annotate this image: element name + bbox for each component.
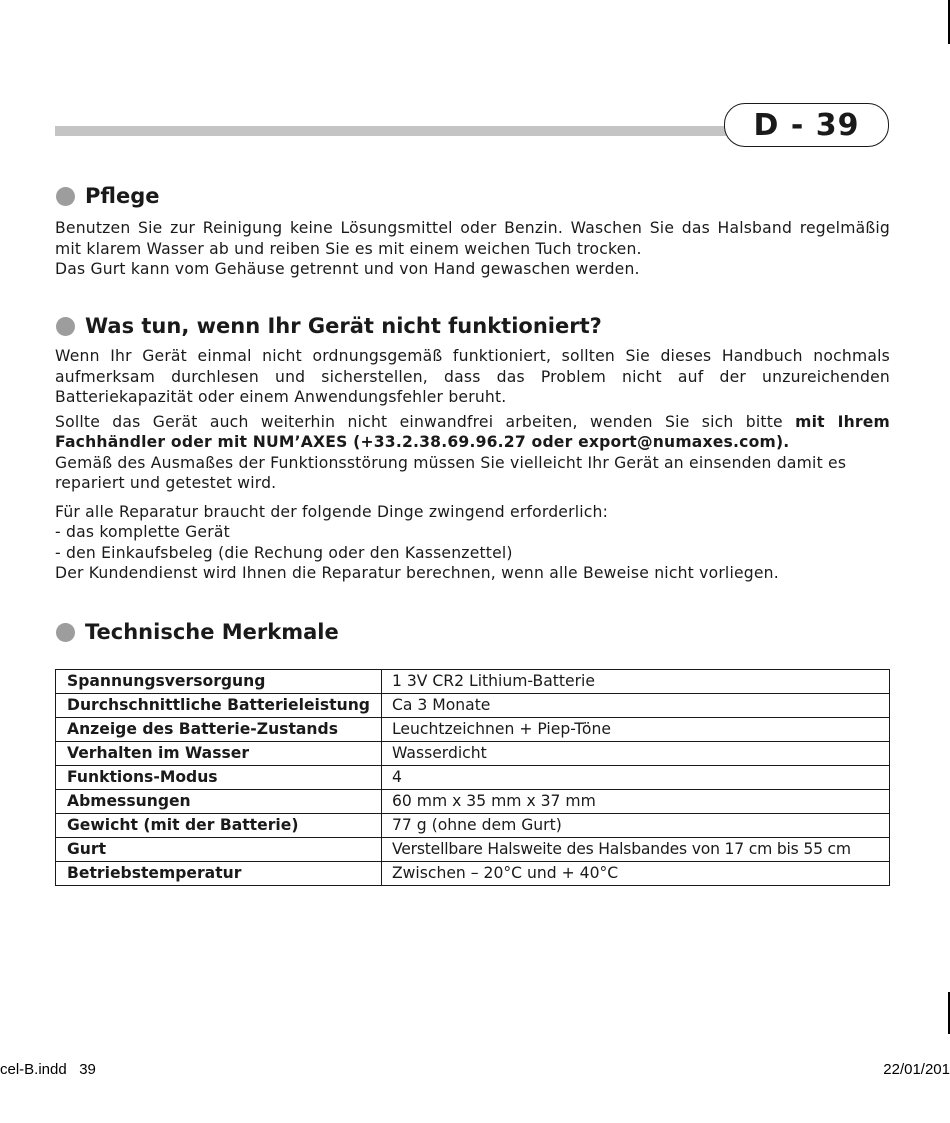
spec-label: Funktions-Modus	[56, 766, 382, 790]
page-number-badge	[724, 103, 889, 147]
section-title-text: Was tun, wenn Ihr Gerät nicht funktioniert?	[85, 314, 602, 338]
troubleshooting-paragraph-3: Gemäß des Ausmaßes der Funktionsstörung müssen Sie vielleicht Ihr Gerät an einsenden damit es repariert und getestet wird.	[55, 453, 847, 492]
table-row	[56, 694, 890, 718]
section-title-pflege	[56, 183, 159, 209]
table-row	[56, 790, 890, 814]
troubleshooting-paragraph-2	[55, 412, 890, 453]
contact-intro: Sollte das Gerät auch weiterhin nicht einwandfrei arbeiten, wenden Sie sich bitte	[55, 412, 796, 431]
bullet-icon	[56, 187, 75, 206]
spec-label: Abmessungen	[56, 790, 382, 814]
spec-label: Anzeige des Batterie-Zustands	[56, 718, 382, 742]
contact-details: mit Ihrem Fachhändler oder mit NUM’AXES (+33.2.38.69.96.27 oder export@numaxes.com).	[55, 412, 890, 451]
table-row	[56, 718, 890, 742]
spec-value: Leuchtzeichnen + Piep-Töne	[381, 718, 889, 742]
spec-label: Spannungsversorgung	[56, 670, 382, 694]
table-row	[56, 814, 890, 838]
bullet-icon	[56, 623, 75, 642]
list-item: - das komplette Gerät	[55, 523, 230, 541]
troubleshooting-paragraph-4: Für alle Reparatur braucht der folgende Dinge zwingend erforderlich:	[55, 502, 609, 521]
section-title-text: Technische Merkmale	[85, 620, 339, 644]
spec-value: 60 mm x 35 mm x 37 mm	[381, 790, 889, 814]
bullet-icon	[56, 317, 75, 336]
table-row	[56, 838, 890, 862]
spec-label: Betriebstemperatur	[56, 862, 382, 886]
spec-label: Durchschnittliche Batterieleistung	[56, 694, 382, 718]
specs-table	[55, 669, 890, 886]
troubleshooting-paragraph-5: Der Kundendienst wird Ihnen die Reparatur berechnen, wenn alle Beweise nicht vorliegen.	[55, 564, 779, 582]
list-item: - den Einkaufsbeleg (die Rechung oder den Kassenzettel)	[55, 543, 513, 562]
spec-value: 4	[381, 766, 889, 790]
page-number: D - 39	[753, 107, 860, 143]
troubleshooting-paragraph-1: Wenn Ihr Gerät einmal nicht ordnungsgemäß funktioniert, sollten Sie dieses Handbuch nochmals aufmerksam durchlesen und sicherstellen, dass das Problem nicht auf der unzureichenden Batteriekapazität oder einem Anwendungsfehler beruht.	[55, 347, 890, 406]
spec-value: Verstellbare Halsweite des Halsbandes von 17 cm bis 55 cm	[381, 838, 889, 862]
spec-value: 1 3V CR2 Lithium-Batterie	[381, 670, 889, 694]
spec-label: Gurt	[56, 838, 382, 862]
table-row	[56, 742, 890, 766]
pflege-text	[55, 218, 890, 280]
table-row	[56, 766, 890, 790]
section-title-text: Pflege	[85, 184, 160, 208]
header-bar	[55, 126, 730, 136]
pflege-line-1: Benutzen Sie zur Reinigung keine Lösungsmittel oder Benzin. Waschen Sie das Halsband regelmäßig mit klarem Wasser ab und reiben Sie es mit einem weichen Tuch trocken.	[55, 219, 890, 258]
footer-date: 22/01/201	[883, 1061, 950, 1078]
spec-label: Verhalten im Wasser	[56, 742, 382, 766]
section-title-troubleshooting	[56, 313, 602, 339]
troubleshooting-text	[55, 346, 890, 584]
spec-value: Ca 3 Monate	[381, 694, 889, 718]
spec-value: 77 g (ohne dem Gurt)	[381, 814, 889, 838]
table-row	[56, 670, 890, 694]
spec-value: Wasserdicht	[381, 742, 889, 766]
table-row	[56, 862, 890, 886]
footer-file-info: cel-B.indd 39	[0, 1061, 96, 1078]
pflege-line-2: Das Gurt kann vom Gehäuse getrennt und von Hand gewaschen werden.	[55, 260, 640, 278]
spec-label: Gewicht (mit der Batterie)	[56, 814, 382, 838]
spec-value: Zwischen – 20°C und + 40°C	[381, 862, 889, 886]
section-title-specs	[56, 619, 339, 645]
